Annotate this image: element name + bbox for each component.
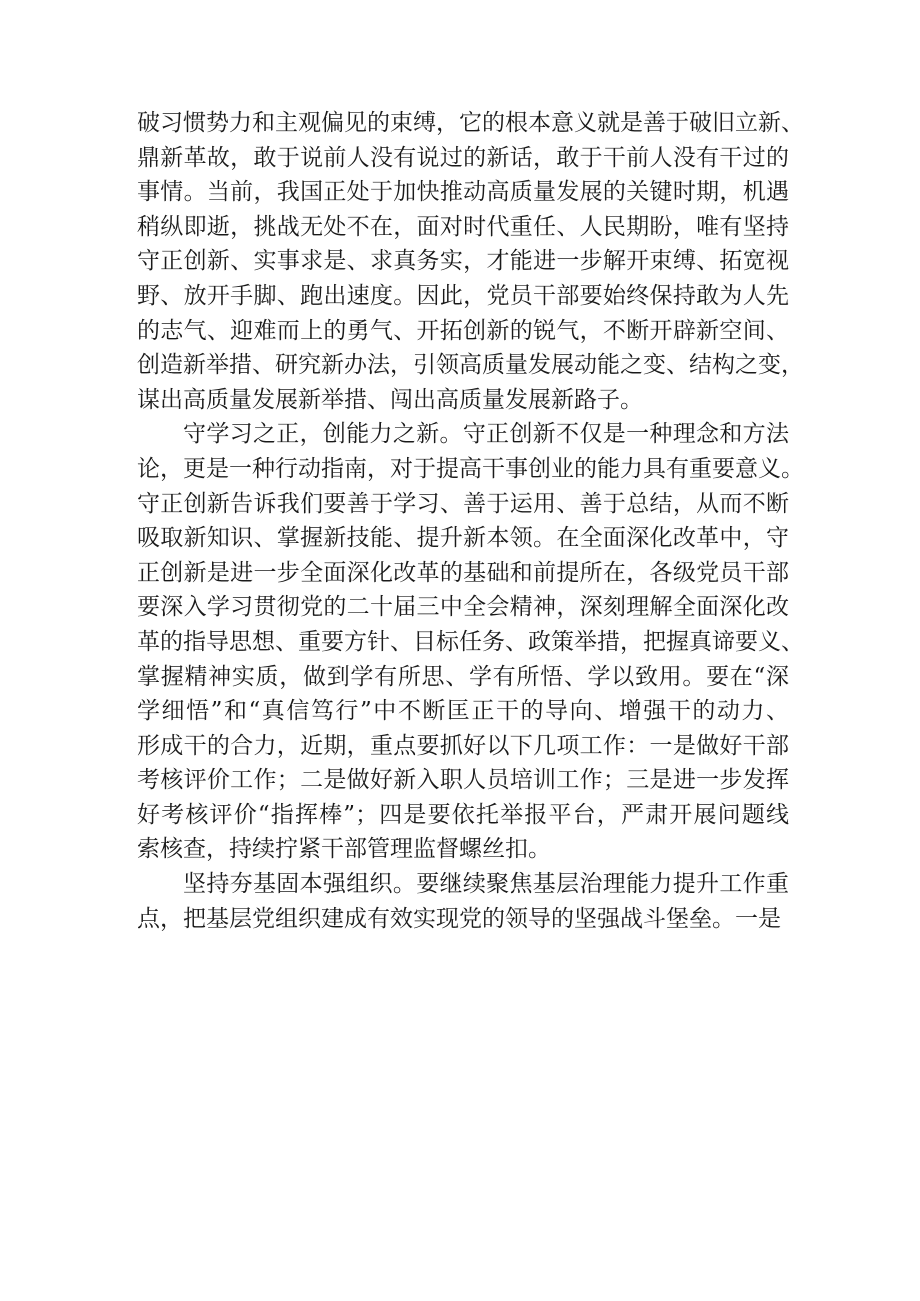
text-line: 坚持夯基固本强组织。要继续聚焦基层治理能力提升工作重 (183, 871, 789, 898)
text-line: 稍纵即逝，挑战无处不在，面对时代重任、人民期盼，唯有坚持 (137, 213, 789, 240)
text-line: 点，把基层党组织建成有效实现党的领导的坚强战斗堡垒。一是 (137, 905, 781, 932)
text-line: 野、放开手脚、跑出速度。因此，党员干部要始终保持敢为人先 (137, 282, 789, 309)
text-line: 鼎新革故，敢于说前人没有说过的新话，敢于干前人没有干过的 (137, 144, 789, 171)
text-line: 掌握精神实质，做到学有所思、学有所悟、学以致用。要在“深 (137, 663, 789, 690)
text-line: 守正创新告诉我们要善于学习、善于运用、善于总结，从而不断 (137, 490, 789, 517)
document-body (137, 106, 804, 936)
text-line: 论，更是一种行动指南，对于提高干事创业的能力具有重要意义。 (137, 455, 804, 482)
text-line: 好考核评价“指挥棒”；四是要依托举报平台，严肃开展问题线 (137, 801, 789, 828)
text-line: 正创新是进一步全面深化改革的基础和前提所在，各级党员干部 (137, 559, 789, 586)
text-line: 要深入学习贯彻党的二十届三中全会精神，深刻理解全面深化改 (137, 594, 789, 621)
text-line: 谋出高质量发展新举措、闯出高质量发展新路子。 (137, 386, 643, 413)
text-line: 革的指导思想、重要方针、目标任务、政策举措，把握真谛要义、 (137, 628, 804, 655)
text-line: 学细悟”和“真信笃行”中不断匡正干的导向、增强干的动力、 (137, 698, 789, 725)
paragraph (137, 106, 804, 417)
text-line: 事情。当前，我国正处于加快推动高质量发展的关键时期，机遇 (137, 179, 789, 206)
paragraph (137, 867, 789, 936)
text-line: 考核评价工作；二是做好新入职人员培训工作；三是进一步发挥 (137, 767, 789, 794)
paragraph (137, 417, 804, 867)
text-line: 的志气、迎难而上的勇气、开拓创新的锐气，不断开辟新空间、 (137, 317, 789, 344)
text-line: 索核查，持续拧紧干部管理监督螺丝扣。 (137, 836, 551, 863)
text-line: 破习惯势力和主观偏见的束缚，它的根本意义就是善于破旧立新、 (137, 110, 804, 136)
text-line: 守学习之正，创能力之新。守正创新不仅是一种理念和方法 (183, 421, 789, 448)
text-line: 守正创新、实事求是、求真务实，才能进一步解开束缚、拓宽视 (137, 248, 789, 275)
text-line: 创造新举措、研究新办法，引领高质量发展动能之变、结构之变， (137, 352, 804, 379)
text-line: 形成干的合力，近期，重点要抓好以下几项工作：一是做好干部 (137, 732, 789, 759)
text-line: 吸取新知识、掌握新技能、提升新本领。在全面深化改革中，守 (137, 525, 789, 552)
